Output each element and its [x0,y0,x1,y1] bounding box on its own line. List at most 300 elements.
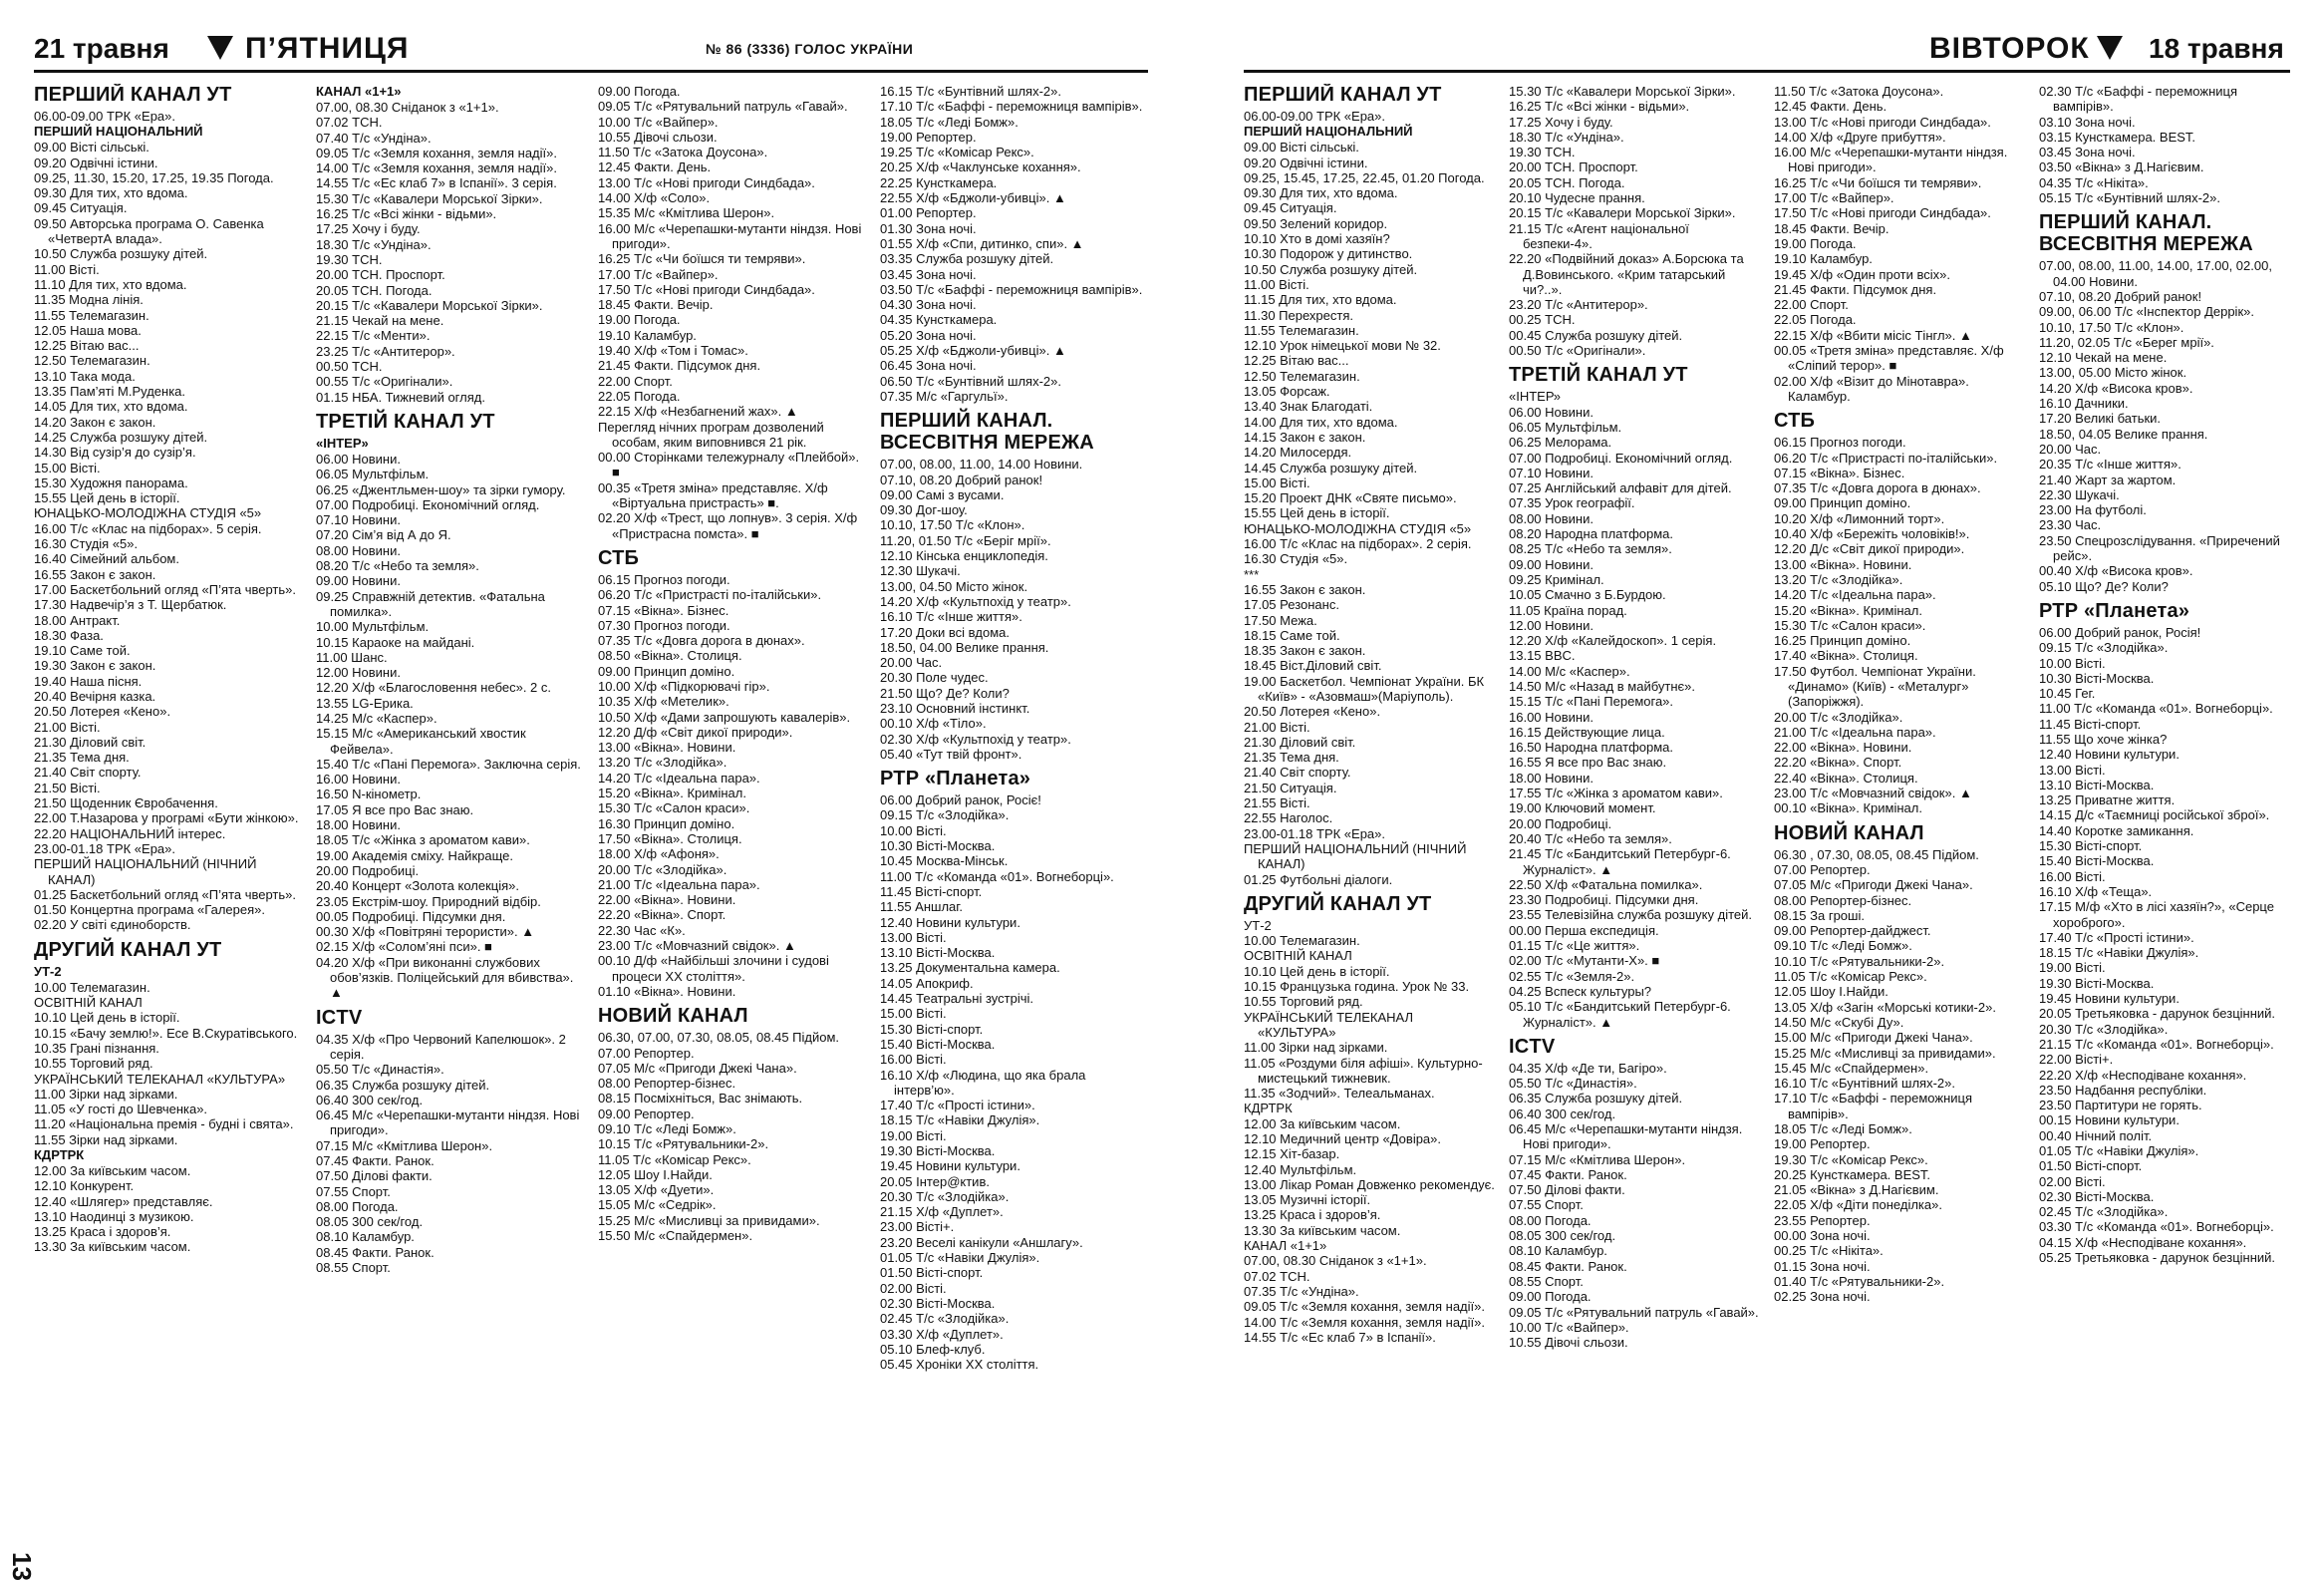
program-listing: 03.15 Кунсткамера. BEST. [2039,129,2196,145]
program-listing: 21.30 Діловий світ. [34,734,146,750]
program-listing: 06.00 Новини. [316,451,401,467]
program-listing: 23.50 Партитури не горять. [2039,1098,2202,1113]
program-listing: 09.20 Одвічні істини. [1244,155,1368,170]
program-listing: 18.15 Т/с «Навіки Джулія». [880,1112,1040,1128]
program-listing: 19.45 Новини культури. [2039,991,2179,1007]
program-listing: 22.15 Х/ф «Вбити місіс Тінгл». ▲ [1774,327,1972,343]
program-listing: 16.55 Закон є закон. [1244,581,1366,597]
program-listing: 17.50 Межа. [1244,612,1317,628]
program-listing: 16.50 Народна платформа. [1509,740,1674,756]
program-listing: 18.00 Новини. [316,817,401,833]
program-listing: 23.00 Т/с «Мовчазний свідок». ▲ [598,938,796,954]
program-listing: 07.15 «Вікна». Бізнес. [1774,465,1905,480]
program-listing: 08.00 Погода. [1509,1212,1592,1228]
program-listing: 19.45 Х/ф «Один проти всіх». [1774,266,1950,282]
program-listing: 19.00 Вісті. [880,1127,947,1143]
program-listing: 07.10, 08.20 Добрий ранок! [880,472,1043,487]
program-listing: 13.25 Краса і здоров’я. [1244,1207,1381,1223]
program-listing: 16.00 Новини. [1509,709,1594,725]
program-listing: 04.35 Х/ф «Де ти, Багіро». [1509,1060,1667,1076]
program-listing: 10.45 Гег. [2039,686,2096,702]
program-listing: 18.00 Антракт. [34,612,121,628]
program-listing: 08.05 300 сек/год. [316,1214,424,1230]
program-listing: 16.10 Х/ф «Теща». [2039,883,2153,899]
program-listing: 07.45 Факти. Ранок. [316,1153,435,1168]
program-listing: 17.00 Баскетбольний огляд «П’ята чверть». [34,581,296,597]
program-listing: 00.15 Новини культури. [2039,1112,2179,1128]
program-listing: 12.20 Д/с «Світ дикої природи». [1774,541,1965,557]
program-listing: 22.20 «Вікна». Спорт. [598,907,726,923]
program-listing: 14.50 М/с «Назад в майбутнє». [1509,678,1696,694]
program-listing: 16.00 Вісті. [880,1052,947,1068]
program-listing: 21.45 Факти. Підсумок дня. [1774,281,1937,297]
program-listing: 11.55 Аншлаг. [880,899,964,915]
program-listing: 06.25 Мелорама. [1509,435,1612,451]
program-listing: 15.30 Вісті-спорт. [2039,838,2143,854]
program-listing: 21.50 Щоденник Євробачення. [34,795,218,811]
program-listing: 14.25 М/с «Каспер». [316,710,437,726]
program-listing: 06.05 Мультфільм. [316,467,430,482]
program-listing: 17.50 Футбол. Чемпіонат України. «Динамо» (Київ) - «Металург» (Запоріжжя). [1774,663,1976,710]
left-columns [34,84,1148,1556]
program-listing: 06.40 300 сек/год. [316,1092,424,1107]
program-listing: 12.30 Шукачі. [880,563,961,579]
program-listing: 17.25 Хочу і буду. [316,221,421,237]
program-listing: 03.35 Служба розшуку дітей. [880,251,1054,267]
program-listing: КДРТРК [1244,1101,1293,1116]
program-listing: 19.10 Каламбур. [1774,251,1873,267]
program-listing: 16.10 Т/с «Інше життя». [880,609,1022,625]
program-listing: 20.15 Т/с «Кавалери Морської Зірки». [316,297,543,313]
program-listing: 13.05 Х/ф «Загін «Морські котики-2». [1774,999,1996,1015]
program-listing: 19.00 Ключовий момент. [1509,800,1656,816]
program-listing: 21.50 Ситуація. [1244,780,1337,795]
program-listing: 12.25 Вітаю вас... [34,338,140,354]
channel-heading: ICTV [1509,1035,1556,1058]
left-date: 21 травня [34,33,169,64]
program-listing: 21.15 Т/с «Агент національної безпеки-4». [1509,220,1689,251]
program-listing: 16.00 Вісті. [2039,868,2106,884]
program-listing: 18.05 Т/с «Леді Бомж». [880,114,1018,130]
program-listing: 09.00 Репортер-дайджест. [1774,923,1931,939]
program-listing: 00.50 ТСН. [316,359,383,375]
right-day: ВІВТОРОК [1929,32,2090,65]
program-listing: 13.00 «Вікна». Новини. [1774,556,1912,572]
channel-heading: СТБ [598,546,640,569]
program-listing: 10.00 Мультфільм. [316,619,430,635]
program-listing: 13.05 Форсаж. [1244,384,1330,400]
program-listing: 06.00-09.00 ТРК «Ера». [34,109,176,124]
program-listing: 01.55 Х/ф «Спи, дитинко, спи». ▲ [880,235,1084,251]
program-listing: 14.05 Для тих, хто вдома. [34,399,188,415]
program-listing: 05.25 Х/ф «Бджоли-убивці». ▲ [880,343,1066,359]
program-listing: 15.30 Вісті-спорт. [880,1021,984,1037]
program-listing: 18.05 Т/с «Жінка з ароматом кави». [316,832,530,848]
program-listing: 06.20 Т/с «Пристрасті по-італійськи». [1774,450,1998,466]
program-listing: 00.45 Служба розшуку дітей. [1509,327,1683,343]
program-listing: 16.00 М/с «Черепашки-мутанти ніндзя. Нові пригоди». [598,220,862,251]
program-listing: 17.05 Резонанс. [1244,597,1339,613]
program-listing: 12.20 Х/ф «Калейдоскоп». 1 серія. [1509,633,1717,649]
program-listing: 10.55 Торговий ряд. [34,1056,153,1072]
program-listing: 09.15 Т/с «Злодійка». [2039,640,2169,656]
channel-heading: РТР «Планета» [2039,599,2190,622]
program-listing: 23.10 Основний інстинкт. [880,700,1030,716]
program-listing: 16.00 М/с «Черепашки-мутанти ніндзя. Нові пригоди». [1774,145,2008,175]
program-listing: 06.40 300 сек/год. [1509,1106,1616,1121]
program-listing: 10.00 Телемагазин. [34,979,150,995]
right-columns [1244,84,2290,1556]
program-listing: 15.40 Т/с «Пані Перемога». Заключна серія. [316,756,581,772]
header-rule [34,70,1148,73]
program-listing: «ІНТЕР» [1509,389,1562,405]
program-listing: 12.25 Вітаю вас... [1244,353,1349,369]
program-listing: 11.55 Що хоче жінка? [2039,731,2168,747]
program-listing: 01.00 Репортер. [880,205,977,221]
program-listing: 23.00-01.18 ТРК «Ера». [34,840,176,856]
program-listing: 14.30 Від сузір’я до сузір’я. [34,445,196,461]
program-listing: 10.50 Служба розшуку дітей. [1244,261,1418,277]
program-listing: 23.05 Екстрім-шоу. Природний відбір. [316,893,541,909]
program-listing: 09.00 Репортер. [598,1106,695,1121]
program-listing: 18.50, 04.00 Велике прання. [880,639,1049,655]
program-listing: 09.10 Т/с «Леді Бомж». [1774,938,1912,954]
program-listing: 11.15 Для тих, хто вдома. [1244,292,1397,308]
program-listing: 13.05 Музичні історії. [1244,1192,1371,1208]
channel-subheading: КДРТРК [34,1147,85,1162]
program-listing: 19.00 Погода. [1774,235,1857,251]
tv-column [1244,84,1495,1556]
program-listing: 12.20 Д/ф «Світ дикої природи». [598,724,793,740]
program-listing: 10.20 Х/ф «Лимонний торт». [1774,510,1945,526]
program-listing: 22.00 «Вікна». Новини. [1774,740,1912,756]
program-listing: 13.05 Х/ф «Дуети». [598,1182,715,1198]
program-listing: 13.10 Вісті-Москва. [880,945,996,961]
program-listing: 15.55 Цей день в історії. [34,490,180,506]
program-listing: 14.20 Милосердя. [1244,445,1352,461]
program-listing: 07.20 Сім’я від А до Я. [316,527,451,543]
program-listing: 14.55 Т/с «Ес клаб 7» в Іспанії». 3 серія. [316,175,557,191]
program-listing: 06.00-09.00 ТРК «Ера». [1244,109,1386,124]
program-listing: 02.30 Т/с «Баффі - переможниця вампірів». [2039,84,2238,115]
program-listing: 11.00 Т/с «Команда «01». Вогнеборці». [2039,701,2273,717]
program-listing: 11.05 «Роздуми біля афіші». Культурно-мистецький тижневик. [1244,1055,1483,1086]
program-listing: 17.50 Т/с «Нові пригоди Синдбада». [598,281,815,297]
program-listing: 08.50 «Вікна». Столиця. [598,648,742,664]
program-listing: 09.00 Новини. [316,573,401,589]
program-listing: 03.10 Зона ночі. [2039,114,2136,130]
program-listing: 14.50 М/с «Скубі Ду». [1774,1014,1904,1030]
program-listing: 20.40 Концерт «Золота колекція». [316,878,520,894]
program-listing: 15.20 Проект ДНК «Святе письмо». [1244,490,1457,506]
program-listing: 11.50 Т/с «Затока Доусона». [598,145,768,160]
program-listing: 05.40 «Тут твій фронт». [880,746,1022,762]
program-listing: 07.10 Новини. [1509,465,1594,480]
program-listing: 06.15 Прогноз погоди. [1774,435,1906,451]
program-listing: 09.45 Ситуація. [1244,200,1337,216]
program-listing: 08.25 Т/с «Небо та земля». [1509,541,1672,557]
channel-subheading: ПЕРШИЙ НАЦІОНАЛЬНИЙ [34,124,203,140]
program-listing: 11.55 Телемагазин. [1244,322,1359,338]
program-listing: 17.20 Великі батьки. [2039,411,2162,427]
program-listing: 09.25 Кримінал. [1509,571,1604,587]
program-listing: 01.05 Т/с «Навіки Джулія». [880,1250,1040,1266]
program-listing: 07.00 Подробиці. Економічний огляд. [1509,450,1733,466]
program-listing: 13.00 Вісті. [880,929,947,945]
program-listing: 18.15 Т/с «Навіки Джулія». [2039,945,2199,961]
program-listing: 20.15 Т/с «Кавалери Морської Зірки». [1509,205,1736,221]
program-listing: 11.00 Зірки над зірками. [1244,1040,1388,1056]
program-listing: 19.40 Наша пісня. [34,673,143,689]
program-listing: 23.25 Т/с «Антитерор». [316,343,455,359]
tv-column [1774,84,2025,1556]
program-listing: 09.00 Вісті сільські. [1244,140,1359,156]
program-listing: 19.30 Т/с «Комісар Рекс». [1774,1151,1928,1167]
program-listing: 03.30 Х/ф «Дуплет». [880,1326,1004,1342]
program-listing: 22.30 Шукачі. [2039,486,2120,502]
program-listing: 07.00, 08.30 Сніданок з «1+1». [1244,1253,1427,1269]
right-page [1162,0,2324,1570]
program-listing: 07.45 Факти. Ранок. [1509,1166,1627,1182]
program-listing: 21.35 Тема дня. [1244,750,1339,766]
program-listing: 21.00 Т/с «Ідеальна пара». [598,876,760,892]
program-listing: 17.05 Я все про Вас знаю. [316,801,474,817]
program-listing: 19.00 Вісті. [2039,960,2106,976]
program-listing: 11.00 Зірки над зірками. [34,1086,178,1102]
program-listing: 00.50 Т/с «Оригінали». [1509,343,1646,359]
program-listing: 16.30 Принцип доміно. [598,815,735,831]
program-listing: 20.10 Чудесне прання. [1509,190,1645,206]
program-listing: 02.00 Т/с «Мутанти-Х». ■ [1509,953,1660,969]
program-listing: 00.25 Т/с «Нікіта». [1774,1243,1884,1259]
program-listing: 01.15 НБА. Тижневий огляд. [316,389,485,405]
program-listing: 15.30 Т/с «Салон краси». [1774,617,1926,633]
program-listing: 13.30 За київським часом. [34,1239,191,1255]
program-listing: 17.00 Т/с «Вайпер». [598,266,719,282]
tv-column [1509,84,1760,1556]
program-listing: 14.55 Т/с «Ес клаб 7» в Іспанії». [1244,1329,1436,1345]
program-listing: 08.45 Факти. Ранок. [1509,1258,1627,1274]
program-listing: 21.40 Жарт за жартом. [2039,472,2177,487]
program-listing: 02.45 Т/с «Злодійка». [880,1311,1010,1327]
program-listing: 07.00, 08.00, 11.00, 14.00 Новини. [880,457,1083,473]
program-listing: 15.25 М/с «Мисливці за привидами». [1774,1045,1996,1061]
program-listing: 00.40 Х/ф «Висока кров». [2039,563,2193,579]
program-listing: 09.30 Дог-шоу. [880,502,968,518]
program-listing: 01.15 Т/с «Це життя». [1509,938,1640,954]
program-listing: 15.00 Вісті. [34,460,101,475]
program-listing: 13.00 «Вікна». Новини. [598,740,736,756]
program-listing: 04.20 Х/ф «При виконанні службових обов’язків. Поліцейський для вбивства». ▲ [316,954,574,1001]
right-date: 18 травня [2149,33,2284,64]
program-listing: 15.30 Т/с «Салон краси». [598,800,750,816]
program-listing: 13.15 BBC. [1509,648,1576,664]
left-day: П’ЯТНИЦЯ [245,32,410,65]
program-listing: 10.10 Хто в домі хазяїн? [1244,231,1390,247]
program-listing: 21.50 Що? Де? Коли? [880,685,1010,701]
program-listing: 15.45 М/с «Спайдермен». [1774,1060,1929,1076]
program-listing: 11.05 Країна порад. [1509,602,1627,618]
program-listing: 20.05 Третьяковка - дарунок безцінний. [2039,1006,2276,1022]
program-listing: 07.10 Новини. [316,512,401,528]
program-listing: 06.30 , 07.30, 08.05, 08.45 Підйом. [1774,846,1979,862]
program-listing: 16.40 Сімейний альбом. [34,551,179,567]
program-listing: 22.55 Наголос. [1244,810,1333,826]
program-listing: 14.00 Х/ф «Соло». [598,190,711,206]
program-listing: 22.25 Кунсткамера. [880,174,998,190]
channel-heading: ICTV [316,1006,363,1029]
program-listing: 21.00 Т/с «Ідеальна пара». [1774,724,1936,740]
program-listing: 09.00 Самі з вусами. [880,486,1005,502]
program-listing: 23.00 На футболі. [2039,502,2147,518]
program-listing: 21.55 Вісті. [1244,795,1310,811]
program-listing: 12.10 Медичний центр «Довіра». [1244,1131,1442,1146]
program-listing: 03.50 «Вікна» з Д.Нагієвим. [2039,159,2204,175]
program-listing: 18.00 Новини. [1509,770,1594,786]
program-listing: 13.25 Документальна камера. [880,960,1060,976]
program-listing: 08.00 Новини. [316,542,401,558]
program-listing: *** [1244,566,1260,582]
program-listing: 02.30 Вісті-Москва. [880,1295,996,1311]
program-listing: 20.40 Вечірня казка. [34,688,156,704]
program-listing: 15.30 Художня панорама. [34,474,188,490]
program-listing: 19.25 Т/с «Комісар Рекс». [880,145,1034,160]
program-listing: 12.00 Новини. [316,665,401,681]
program-listing: 02.30 Вісті-Москва. [2039,1188,2155,1204]
program-listing: 05.20 Зона ночі. [880,327,977,343]
program-listing: 06.35 Служба розшуку дітей. [316,1077,490,1093]
channel-heading: ПЕРШИЙ КАНАЛ УТ [1244,84,1442,106]
program-listing: 12.00 За київським часом. [1244,1115,1401,1131]
program-listing: 10.00 Вісті. [880,822,947,838]
channel-heading: НОВИЙ КАНАЛ [1774,821,1924,844]
program-listing: 15.55 Цей день в історії. [1244,505,1390,521]
program-listing: 10.00 Телемагазин. [1244,933,1360,949]
program-listing: ПЕРШИЙ НАЦІОНАЛЬНИЙ (НІЧНИЙ КАНАЛ) [34,856,257,887]
program-listing: УКРАЇНСЬКИЙ ТЕЛЕКАНАЛ «КУЛЬТУРА» [34,1071,286,1087]
program-listing: 06.00 Добрий ранок, Росіє! [880,792,1041,808]
program-listing: 22.55 Х/ф «Бджоли-убивці». ▲ [880,190,1066,206]
program-listing: 13.20 Т/с «Злодійка». [1774,571,1903,587]
program-listing: 01.05 Т/с «Навіки Джулія». [2039,1143,2199,1158]
program-listing: 12.05 Шоу І.Найди. [598,1166,713,1182]
program-listing: 14.00 Х/ф «Друге прибуття». [1774,129,1946,145]
program-listing: 23.50 Спецрозслідування. «Приречений рейс». [2039,532,2280,564]
program-listing: 15.20 «Вікна». Кримінал. [598,786,746,801]
program-listing: 23.55 Репортер. [1774,1212,1871,1228]
program-listing: 23.30 Подробиці. Підсумки дня. [1509,892,1699,908]
program-listing: 14.45 Театральні зустрічі. [880,991,1033,1007]
program-listing: 00.05 «Третя зміна» представляє. Х/ф «Сліпий терор». ■ [1774,343,2004,374]
channel-subheading: УТ-2 [34,963,62,979]
program-listing: 16.25 Т/с «Чи боїшся ти темряви». [598,251,806,267]
program-listing: 08.00 Новини. [1509,510,1594,526]
program-listing: 20.30 Поле чудес. [880,670,989,686]
program-listing: 11.30 Перехрестя. [1244,307,1353,323]
program-listing: 10.55 Дівочі сльози. [1509,1335,1628,1351]
program-listing: 19.00 Погода. [598,312,681,328]
program-listing: 17.10 Т/с «Баффі - переможниця вампірів». [880,99,1143,115]
program-listing: 10.15 Караоке на майдані. [316,634,475,650]
program-listing: 17.00 Т/с «Вайпер». [1774,190,1894,206]
program-listing: 13.10 Наодинці з музикою. [34,1208,194,1224]
channel-subheading: КАНАЛ «1+1» [316,84,402,99]
program-listing: 22.00 Вісті+. [2039,1052,2114,1068]
program-listing: 13.00 Т/с «Нові пригоди Синдбада». [1774,114,1991,130]
program-listing: 10.00 Вісті. [2039,655,2106,671]
program-listing: 23.55 Телевізійна служба розшуку дітей. [1509,907,1752,923]
program-listing: 16.25 Т/с «Всі жінки - відьми». [1509,99,1690,115]
program-listing: 08.20 Т/с «Небо та земля». [316,558,479,574]
program-listing: 23.00-01.18 ТРК «Ера». [1244,825,1386,841]
program-listing: 03.30 Т/с «Команда «01». Вогнеборці». [2039,1219,2274,1235]
program-listing: 10.10 Т/с «Рятувальники-2». [1774,953,1945,969]
program-listing: 10.35 Грані пізнання. [34,1040,159,1056]
channel-heading: РТР «Планета» [880,768,1031,790]
program-listing: 10.00 Х/ф «Підкорювачі гір». [598,678,770,694]
program-listing: 11.20, 02.05 Т/с «Берег мрії». [2039,334,2214,350]
program-listing: 03.50 Т/с «Баффі - переможниця вампірів». [880,281,1143,297]
program-listing: 13.55 LG-Ерика. [316,695,414,711]
program-listing: 04.25 Вспеск культуры? [1509,983,1652,999]
channel-subheading: «ІНТЕР» [316,435,369,451]
program-listing: 06.45 М/с «Черепашки-мутанти ніндзя. Нові пригоди». [1509,1121,1743,1152]
program-listing: 22.40 «Вікна». Столиця. [1774,770,1918,786]
program-listing: 14.45 Служба розшуку дітей. [1244,460,1418,475]
program-listing: 17.50 Т/с «Нові пригоди Синдбада». [1774,205,1991,221]
program-listing: 11.05 Т/с «Комісар Рекс». [1774,969,1927,985]
program-listing: 09.05 Т/с «Земля кохання, земля надії». [1244,1299,1485,1315]
program-listing: 19.10 Саме той. [34,643,131,659]
program-listing: 01.40 Т/с «Рятувальники-2». [1774,1273,1945,1289]
program-listing: 19.00 Репортер. [880,129,977,145]
channel-heading: НОВИЙ КАНАЛ [598,1005,748,1028]
program-listing: 09.30 Для тих, хто вдома. [34,185,188,201]
program-listing: 15.20 «Вікна». Кримінал. [1774,602,1922,618]
program-listing: 10.35 Х/ф «Метелик». [598,694,729,710]
program-listing: 22.00 Т.Назарова у програмі «Бути жінкою». [34,810,299,826]
program-listing: 09.05 Т/с «Рятувальний патруль «Гавай». [598,99,848,115]
program-listing: 20.30 Т/с «Злодійка». [880,1188,1010,1204]
program-listing: 00.25 ТСН. [1509,312,1576,328]
program-listing: 10.10 Цей день в історії. [34,1010,180,1026]
program-listing: 21.15 Х/ф «Дуплет». [880,1204,1004,1220]
program-listing: 10.55 Дівочі сльози. [598,129,718,145]
program-listing: 13.20 Т/с «Злодійка». [598,755,727,771]
program-listing: 13.00 Т/с «Нові пригоди Синдбада». [598,174,815,190]
program-listing: 15.25 М/с «Мисливці за привидами». [598,1212,820,1228]
program-listing: 07.50 Ділові факти. [316,1168,433,1184]
program-listing: 17.25 Хочу і буду. [1509,114,1613,130]
program-listing: 11.00 Вісті. [1244,276,1309,292]
program-listing: 12.00 За київським часом. [34,1163,191,1178]
program-listing: 04.30 Зона ночі. [880,297,977,313]
program-listing: 00.00 Сторінками тележурналу «Плейбой». ■ [598,450,860,480]
program-listing: 09.00 Вісті сільські. [34,140,149,156]
program-listing: 05.45 Хроніки XX століття. [880,1357,1039,1373]
program-listing: 16.55 Закон є закон. [34,566,156,582]
program-listing: 19.00 Репортер. [1774,1136,1871,1152]
program-listing: 02.30 Х/ф «Культпохід у театр». [880,731,1071,747]
channel-heading: ДРУГИЙ КАНАЛ УТ [34,938,222,961]
program-listing: 05.10 Т/с «Бандитський Петербург-6. Журналіст». ▲ [1509,999,1731,1030]
program-listing: 00.35 «Третя зміна» представляє. Х/ф «Віртуальна пристрасть» ■. [598,479,828,511]
program-listing: 16.30 Студія «5». [1244,551,1348,567]
program-listing: 09.00 Принцип доміно. [598,663,735,679]
program-listing: 15.40 Вісті-Москва. [2039,853,2155,869]
program-listing: 12.40 Новини культури. [2039,747,2179,763]
header-rule [1244,70,2290,73]
